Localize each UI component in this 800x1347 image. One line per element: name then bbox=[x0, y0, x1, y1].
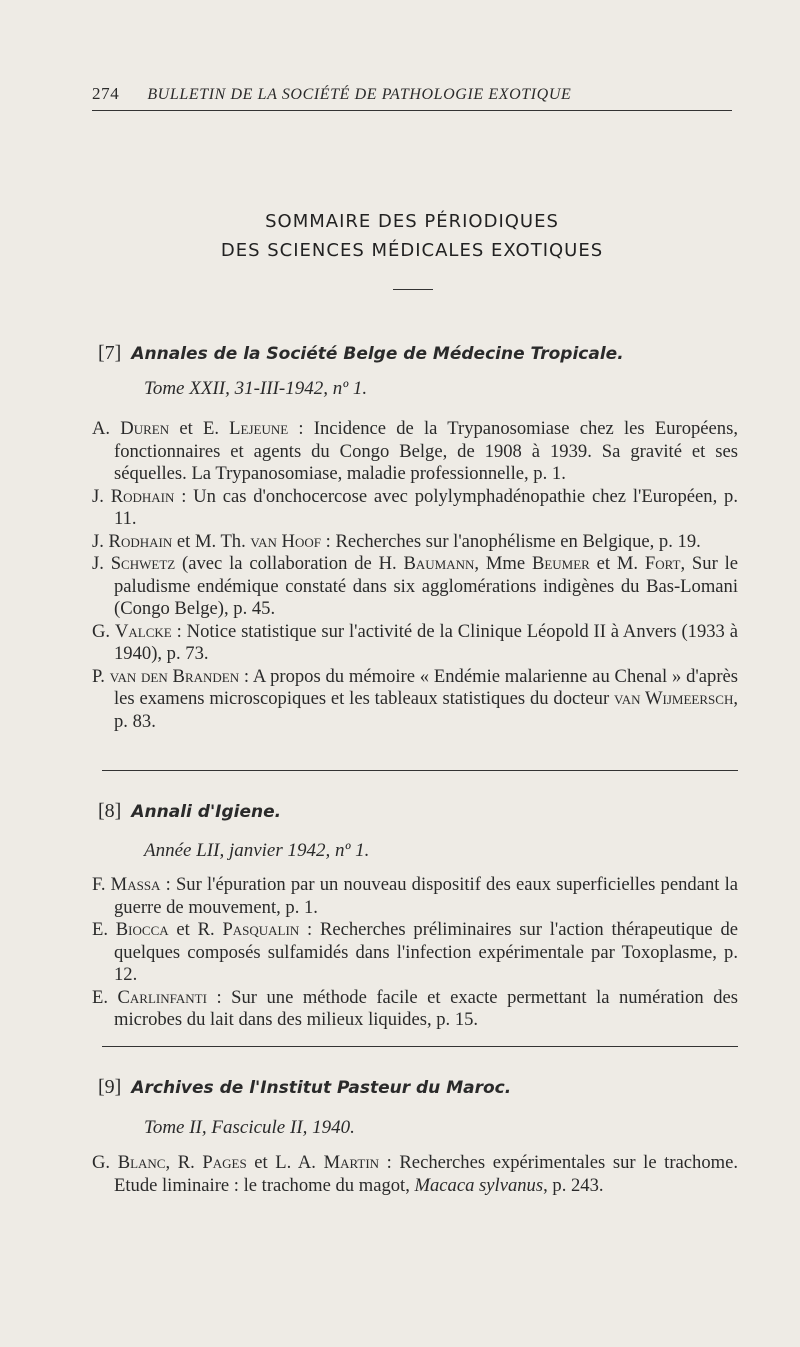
section-heading-8 bbox=[98, 800, 738, 823]
entry-text: J. bbox=[92, 553, 111, 574]
section-number: [9] bbox=[98, 1076, 122, 1098]
author-name: Valcke bbox=[114, 620, 172, 642]
bibliography-entry bbox=[92, 486, 738, 531]
entry-text: et E. bbox=[169, 418, 230, 439]
section-separator bbox=[102, 770, 738, 771]
entry-text: et R. bbox=[168, 919, 223, 940]
author-name: Martin bbox=[323, 1152, 380, 1173]
entry-text: et M. Th. bbox=[172, 530, 251, 552]
author-name: Baumann bbox=[403, 553, 475, 574]
page-title-line-1: SOMMAIRE DES PÉRIODIQUES bbox=[265, 211, 559, 232]
entry-text: E. bbox=[92, 986, 118, 1008]
entry-text: , p. 83. bbox=[114, 688, 738, 732]
entry-text: : A propos du mémoire « Endémie malarienne au Chenal » d'après les examens microscopiques et les tableaux statistiques du docteur bbox=[114, 665, 738, 709]
periodical-name: Annales de la Société Belge de Médecine Tropicale. bbox=[131, 344, 624, 364]
author-name: van Wijmeersch bbox=[614, 688, 734, 709]
entry-list-7 bbox=[92, 418, 738, 733]
species-name: Macaca sylvanus bbox=[414, 1174, 544, 1196]
section-heading-7 bbox=[98, 342, 738, 365]
bibliography-entry bbox=[92, 987, 738, 1032]
author-name: Schwetz bbox=[110, 553, 176, 574]
author-name: Lejeune bbox=[229, 418, 289, 439]
author-name: Massa bbox=[110, 874, 161, 895]
page-title bbox=[92, 207, 732, 265]
entry-text: et L. A. bbox=[246, 1152, 324, 1173]
author-name: Rodhain bbox=[108, 530, 173, 552]
bibliography-entry bbox=[92, 531, 738, 554]
entry-text: G. bbox=[92, 620, 115, 642]
bibliography-entry bbox=[92, 874, 738, 919]
bibliography-entry bbox=[92, 666, 738, 734]
journal-title: BULLETIN DE LA SOCIÉTÉ DE PATHOLOGIE EXOTIQUE bbox=[147, 86, 572, 103]
page-title-line-2: DES SCIENCES MÉDICALES EXOTIQUES bbox=[220, 240, 604, 261]
entry-text: , R. bbox=[165, 1152, 203, 1173]
entry-text: et M. bbox=[589, 553, 645, 574]
entry-text: : Incidence de la Trypanosomiase chez les Européens, fonctionnaires et agents du Congo Belge, de 1908 à 1939. Sa gravité et ses séquelles. La Trypanosomiase, maladie professionnelle, p. 1. bbox=[114, 418, 738, 484]
entry-text: : Notice statistique sur l'activité de la Clinique Léopold II à Anvers (1933 à 1940), p. 73. bbox=[114, 620, 738, 664]
running-head bbox=[92, 84, 732, 104]
author-name: Rodhain bbox=[110, 485, 175, 507]
author-name: Pasqualin bbox=[222, 919, 300, 940]
entry-text: : Sur l'épuration par un nouveau dispositif des eaux superficielles pendant la guerre de mouvement, p. 1. bbox=[114, 874, 738, 918]
entry-text: J. bbox=[92, 485, 111, 507]
bibliography-entry bbox=[92, 418, 738, 486]
author-name: Beumer bbox=[531, 553, 590, 574]
entry-text: (avec la collaboration de H. bbox=[175, 553, 404, 574]
entry-text: : Recherches expérimentales sur le trachome. Etude liminaire : le trachome du magot, bbox=[114, 1152, 738, 1196]
section-issue-7: Tome XXII, 31-III-1942, nº 1. bbox=[144, 378, 368, 399]
entry-text: : Sur une méthode facile et exacte permettant la numération des microbes du lait dans des milieux liquides, p. 15. bbox=[114, 986, 738, 1030]
section-issue-9: Tome II, Fascicule II, 1940. bbox=[144, 1117, 355, 1138]
bibliography-entry bbox=[92, 621, 738, 666]
author-name: van Hoof bbox=[250, 530, 321, 552]
entry-text: A. bbox=[92, 418, 121, 439]
title-rule bbox=[393, 289, 433, 290]
entry-text: J. bbox=[92, 530, 109, 552]
section-issue-8: Année LII, janvier 1942, nº 1. bbox=[144, 840, 370, 861]
entry-list-9 bbox=[92, 1152, 738, 1197]
entry-text: F. bbox=[92, 874, 111, 895]
page-number: 274 bbox=[92, 84, 120, 103]
entry-text: P. bbox=[92, 665, 110, 687]
author-name: van den Branden bbox=[109, 665, 240, 687]
entry-text: , Mme bbox=[474, 553, 532, 574]
author-name: Blanc bbox=[117, 1152, 166, 1173]
author-name: Duren bbox=[120, 418, 170, 439]
author-name: Pages bbox=[202, 1152, 247, 1173]
entry-list-8 bbox=[92, 874, 738, 1032]
section-separator bbox=[102, 1046, 738, 1047]
entry-text: : Un cas d'onchocercose avec polylymphadénopathie chez l'Européen, p. 11. bbox=[114, 485, 738, 529]
entry-text: E. bbox=[92, 919, 116, 940]
bibliography-entry bbox=[92, 1152, 738, 1197]
section-heading-9 bbox=[98, 1076, 738, 1099]
bibliography-entry bbox=[92, 919, 738, 987]
entry-text: : Recherches sur l'anophélisme en Belgique, p. 19. bbox=[320, 530, 701, 552]
section-number: [7] bbox=[98, 342, 122, 364]
author-name: Biocca bbox=[115, 919, 169, 940]
entry-text: G. bbox=[92, 1152, 118, 1173]
entry-text: , Sur le paludisme endémique constaté dans six agglomérations indigènes du Bas-Lomani (Congo Belge), p. 45. bbox=[114, 553, 738, 619]
entry-text: : Recherches préliminaires sur l'action thérapeutique de quelques composés sulfamidés dans l'infection expérimentale par Toxoplasme, p. 12. bbox=[114, 919, 738, 985]
periodical-name: Archives de l'Institut Pasteur du Maroc. bbox=[131, 1078, 512, 1098]
author-name: Fort bbox=[644, 553, 681, 574]
header-rule bbox=[92, 110, 732, 111]
entry-text: , p. 243. bbox=[543, 1174, 604, 1196]
periodical-name: Annali d'Igiene. bbox=[131, 802, 282, 822]
author-name: Carlinfanti bbox=[117, 986, 207, 1008]
section-number: [8] bbox=[98, 800, 122, 822]
bibliography-entry bbox=[92, 553, 738, 621]
